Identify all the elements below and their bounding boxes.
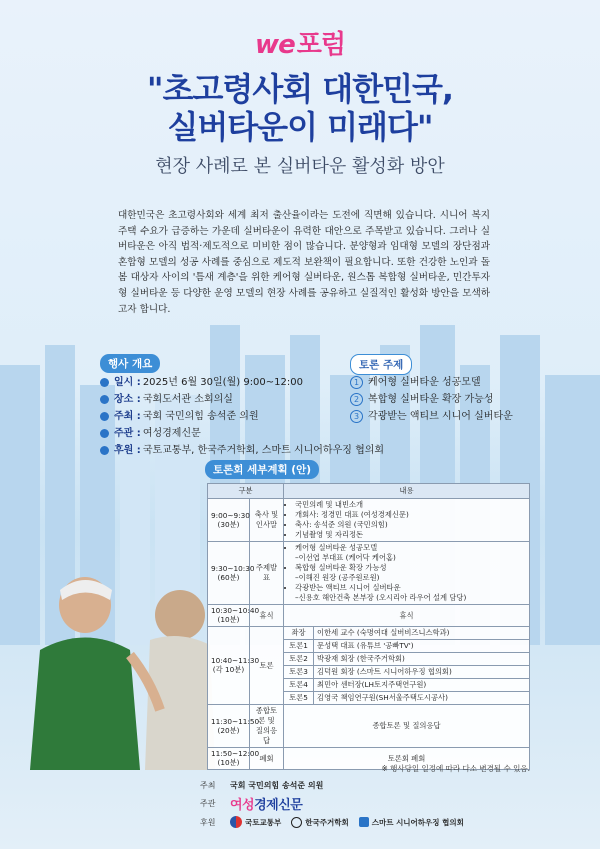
header-content: 내용 (284, 484, 530, 499)
overview-item-organizer: 주관 : 여성경제신문 (100, 425, 384, 442)
event-overview (100, 374, 384, 459)
schedule-table (207, 483, 530, 770)
discussion-topics (350, 374, 513, 425)
table-row: 11:50~12:00 (10분) 폐회 토론회 폐회 (208, 748, 530, 770)
poster-title (0, 70, 600, 146)
table-row: 10:30~10:40 (10분) 휴식 휴식 (208, 605, 530, 627)
newspaper-logo: 여성경제신문 (230, 798, 303, 813)
credit-organizer: 주관 여성경제신문 (200, 794, 474, 813)
table-row: 9:30~10:30 (60분) 주제발표 • 케어형 실버타운 성공모델 –이선엽 부대표 (케어닥 케어홈) • 복합형 실버타운 확장 가능성 –이해진 원장 (공주원로원) • 각광받는 액티브 시니어 실버타운 –신용호 해안건축 본부장 (오시리아 라우어 설계 담당) (208, 542, 530, 605)
forum-logo (0, 24, 600, 61)
header-division: 구분 (208, 484, 284, 499)
table-row: 11:30~11:50 (20분) 종합토론 및 질의응답 종합토론 및 질의응답 (208, 705, 530, 748)
title-line-1: "초고령사회 대한민국, (146, 70, 454, 108)
overview-item-sponsor: 후원 : 국토교통부, 한국주거학회, 스마트 시니어하우징 협의회 (100, 442, 384, 459)
poster-subtitle: 현장 사례로 본 실버타운 활성화 방안 (155, 156, 445, 177)
intro-paragraph: 대한민국은 초고령사회와 세계 최저 출산율이라는 도전에 직면해 있습니다. 시니어 복지주택 수요가 급증하는 가운데 실버타운이 유력한 대안으로 주목받고 있습니다. 그러나 실버타운은 아직 법적·제도적으로 미비한 점이 많습니다. 분양형과 임대형 모델의 장단점과 혼합형 모델의 성공 사례를 중심으로 제도적 보완책이 필요합니다. 또한 건강한 노인과 돌봄 대상자 사이의 '틈새 계층'을 위한 케어형 실버타운, 원스톱 복합형 실버타운, 민간투자형 실버타운 등 다양한 운영 모델의 현장 사례를 공유하고 실질적인 활성화 방안을 모색하고자 합니다. (118, 210, 490, 315)
bullet-icon (100, 412, 109, 421)
table-row: 9:00~9:30 (30분) 축사 및 인사말 • 국민의례 및 내빈소개 • 개회사: 정경민 대표 (여성경제신문) • 축사: 송석준 의원 (국민의힘) • 기념촬영 및 자리정돈 (208, 499, 530, 542)
table-header-row (208, 484, 530, 499)
sponsor-smart-senior: 스마트 시니어하우징 협의회 (359, 817, 464, 828)
schedule-heading: 토론회 세부계획 (안) (205, 460, 319, 479)
topic-item: 3 각광받는 액티브 시니어 실버타운 (350, 408, 513, 425)
bullet-icon (100, 446, 109, 455)
bullet-icon (100, 395, 109, 404)
circle-emblem-icon (291, 817, 302, 828)
table-row: 토론1 문성택 대표 (유튜브 '공빠TV') (208, 640, 530, 653)
table-row: 10:40~11:30 (각 10분) 토론 좌장 이한세 교수 (숙명여대 실버비즈니스학과) (208, 627, 530, 640)
table-row: 토론3 김덕원 회장 (스마트 시니어하우징 협의회) (208, 666, 530, 679)
logo-text: 포럼 (296, 30, 345, 60)
bullet-icon (100, 378, 109, 387)
credit-host: 주최 국회 국민의힘 송석준 의원 (200, 781, 324, 790)
taegeuk-icon (230, 816, 242, 828)
table-row: 토론4 최민아 센터장(LH토지주택연구원) (208, 679, 530, 692)
bullet-icon (100, 429, 109, 438)
overview-heading: 행사 개요 (100, 354, 160, 373)
sponsor-molit: 국토교통부 (230, 816, 281, 828)
schedule-note: ※ 행사당일 일정에 따라 다소 변경될 수 있음. (381, 764, 530, 773)
overview-item-host: 주최 : 국회 국민의힘 송석준 의원 (100, 408, 384, 425)
topic-item: 1 케어형 실버타운 성공모델 (350, 374, 513, 391)
senior-couple-jogging-photo (30, 570, 220, 770)
topic-item: 2 복합형 실버타운 확장 가능성 (350, 391, 513, 408)
house-emblem-icon (359, 817, 369, 827)
table-row: 토론2 박광재 회장 (한국주거학회) (208, 653, 530, 666)
title-line-2: 실버타운이 미래다" (167, 108, 433, 146)
topics-heading: 토론 주제 (350, 354, 412, 375)
credits (200, 780, 474, 831)
overview-item-date: 일시 : 2025년 6월 30일(월) 9:00~12:00 (100, 374, 384, 391)
overview-item-place: 장소 : 국회도서관 소회의실 (100, 391, 384, 408)
logo-we: we (255, 30, 295, 60)
sponsor-housing-society: 한국주거학회 (291, 817, 348, 828)
table-row: 토론5 김영국 책임연구원(SH서울주택도시공사) (208, 692, 530, 705)
credit-sponsors: 후원 국토교통부 한국주거학회 스마트 시니어하우징 협의회 (200, 817, 464, 827)
